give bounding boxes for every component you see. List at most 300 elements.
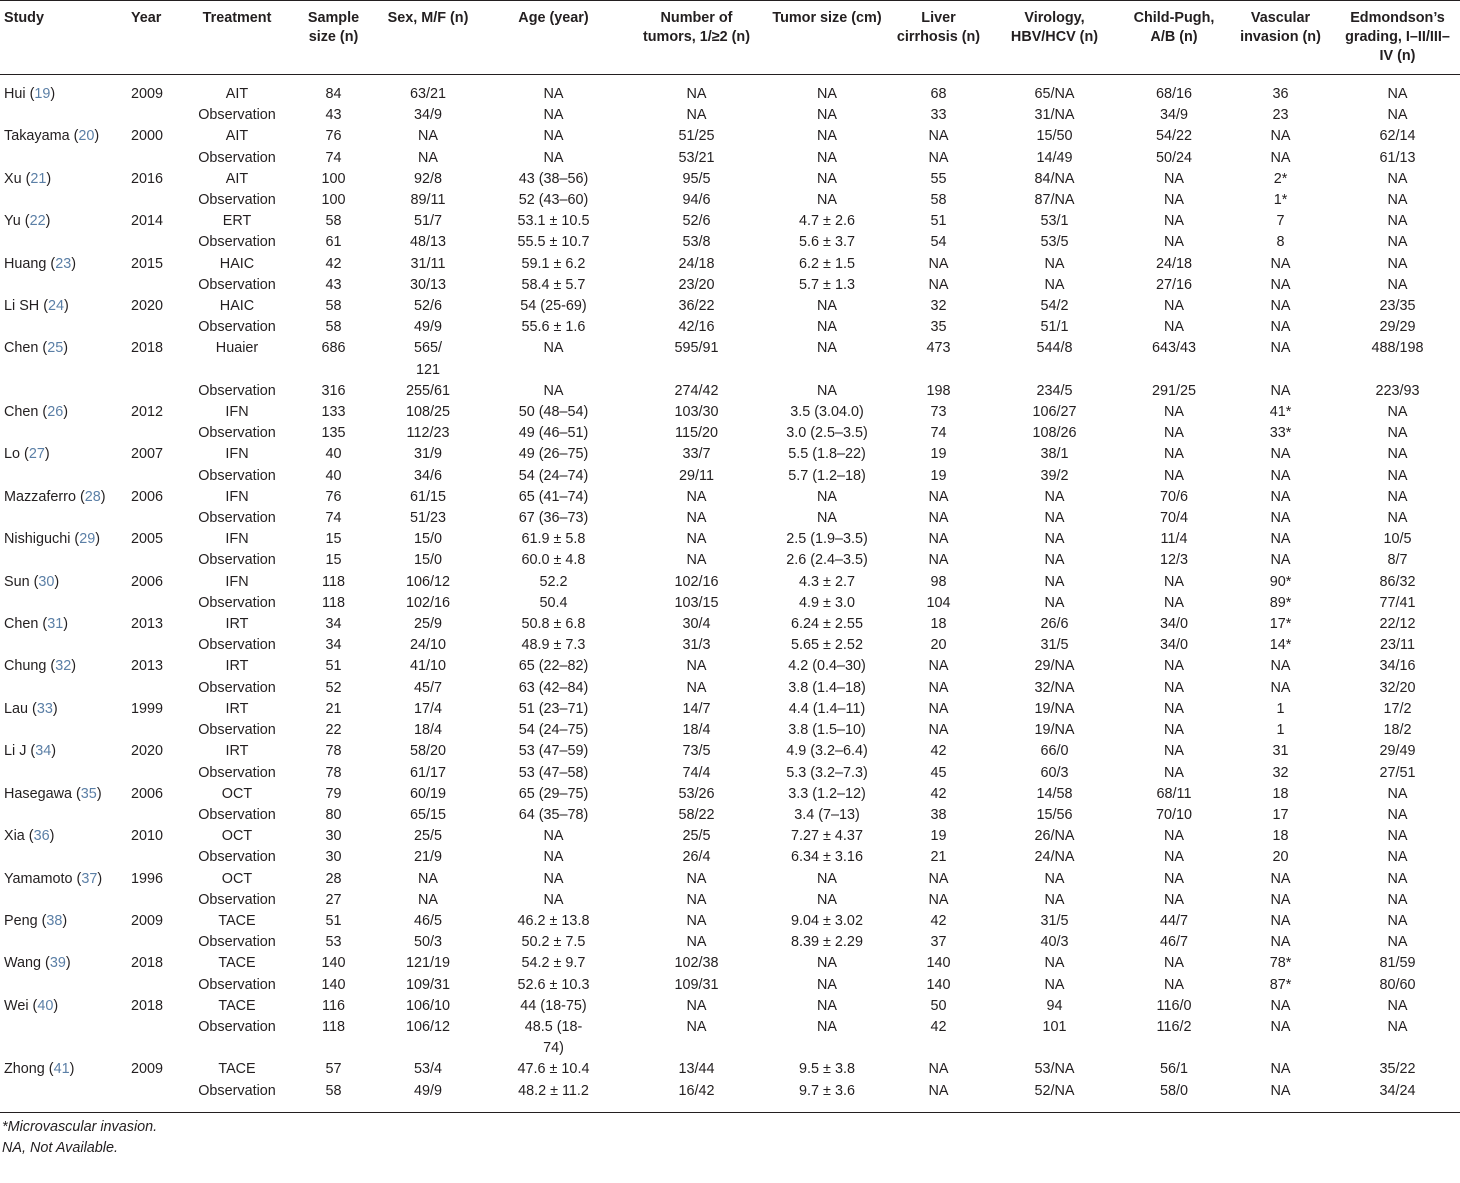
year-cell [127,593,185,614]
liver-cirrhosis-cell: NA [928,679,949,696]
age-cell: 54 (24–74) [518,467,589,484]
sample-size-cell: 43 [325,107,342,124]
year-cell: 1996 [131,870,164,887]
number-of-tumors-cell: 18/4 [682,722,711,739]
header-child-pugh: Child-Pugh, A/B (n) [1122,1,1226,75]
header-number-of-tumors: Number of tumors, 1/≥2 (n) [629,1,764,75]
virology-cell: 54/2 [1040,298,1069,315]
edmondson-grading-cell: NA [1387,1018,1408,1035]
study-name-cell: Mazzaferro (28) [4,488,106,505]
vascular-invasion-cell: 17* [1269,616,1292,633]
number-of-tumors-cell: 115/20 [675,425,718,442]
number-of-tumors-cell: 36/22 [678,298,715,315]
child-pugh-cell: NA [1164,234,1184,251]
table-row [0,953,1460,974]
virology-cell: 53/1 [1040,213,1069,230]
vascular-invasion-cell: NA [1270,276,1291,293]
child-pugh-cell: 34/0 [1159,637,1188,654]
sample-size-cell: 84 [325,86,342,102]
edmondson-grading-cell: NA [1387,488,1408,505]
virology-cell: 87/NA [1034,192,1075,209]
study-name-cell-empty [0,423,127,444]
liver-cirrhosis-cell: NA [928,1061,949,1078]
child-pugh-cell: NA [1164,594,1184,611]
age-cell: NA [543,828,564,845]
edmondson-grading-cell: NA [1387,806,1408,823]
vascular-invasion-cell: 17 [1272,806,1289,823]
vascular-invasion-cell: 41* [1269,404,1292,421]
liver-cirrhosis-cell: NA [928,700,949,717]
edmondson-grading-cell: 61/13 [1379,149,1416,166]
liver-cirrhosis-cell: NA [928,128,949,145]
table-body [0,75,1460,1113]
edmondson-grading-cell: 10/5 [1383,531,1412,548]
edmondson-grading-cell: NA [1387,192,1408,209]
header-study: Study [0,1,127,75]
age-cell: 49 (26–75) [518,446,589,463]
age-cell: NA [543,891,564,908]
virology-cell: 24/NA [1034,849,1075,866]
treatment-cell: Observation [198,425,276,442]
number-of-tumors-cell: 16/42 [678,1082,715,1099]
sample-size-cell: 28 [325,870,342,887]
sex-cell: 41/10 [409,658,446,675]
tumor-size-cell: NA [817,86,837,102]
virology-cell: NA [1044,510,1065,527]
study-name-cell: Hasegawa (35) [4,785,102,802]
treatment-cell: Observation [198,149,276,166]
tumor-size-cell: NA [817,891,837,908]
sample-size-cell: 79 [325,785,342,802]
edmondson-grading-cell: 17/2 [1383,700,1412,717]
number-of-tumors-cell: 274/42 [674,382,719,399]
sex-cell: 61/15 [409,488,446,505]
tumor-size-cell: NA [817,149,837,166]
virology-cell: 19/NA [1034,700,1075,717]
vascular-invasion-cell: 14* [1269,637,1292,654]
vascular-invasion-cell: 20 [1272,849,1289,866]
number-of-tumors-cell: 102/38 [674,955,719,972]
study-name-cell-empty [0,466,127,487]
virology-cell: 14/49 [1036,149,1073,166]
table-row [0,444,1460,465]
liver-cirrhosis-cell: 20 [930,637,947,654]
liver-cirrhosis-cell: 21 [930,849,947,866]
child-pugh-cell: 68/16 [1155,86,1192,102]
number-of-tumors-cell: 51/25 [678,128,715,145]
sex-cell: 48/13 [409,234,446,251]
sample-size-cell: 118 [322,573,345,590]
sex-cell: 51/23 [409,510,446,527]
treatment-cell: OCT [221,828,253,845]
tumor-size-cell: NA [817,128,837,145]
year-cell: 2009 [131,1061,164,1078]
footnote-na: NA, Not Available. [2,1139,118,1156]
table-row [0,784,1460,805]
reference-number: 34 [35,743,52,760]
tumor-size-cell: 3.0 (2.5–3.5) [786,425,868,442]
year-cell: 2010 [131,828,164,845]
study-name-cell: Lau (33) [4,700,58,717]
vascular-invasion-cell: 1 [1276,700,1285,717]
edmondson-grading-cell: 8/7 [1387,552,1408,569]
child-pugh-cell: NA [1164,828,1184,845]
tumor-size-cell: 3.8 (1.4–18) [788,679,866,696]
number-of-tumors-cell: 14/7 [682,700,711,717]
sex-cell: 108/25 [405,404,450,421]
study-name: Hui [4,86,26,102]
age-cell: 52 (43–60) [518,192,589,209]
child-pugh-cell: 58/0 [1159,1082,1188,1099]
tumor-size-cell: NA [817,1018,837,1035]
number-of-tumors-cell: NA [686,870,707,887]
year-cell [127,890,185,911]
number-of-tumors-cell: 103/15 [674,594,719,611]
child-pugh-cell: 68/11 [1156,785,1192,802]
sex-cell: 61/17 [409,764,446,781]
reference-number: 30 [38,573,55,590]
virology-cell: 39/2 [1040,467,1069,484]
table-row [0,169,1460,190]
tumor-size-cell: NA [817,192,837,209]
edmondson-grading-cell: 23/35 [1379,298,1416,315]
number-of-tumors-cell: NA [686,891,707,908]
study-name: Sun [4,573,30,590]
tumor-size-cell: NA [817,997,837,1014]
study-name-cell: Takayama (20) [4,128,100,145]
reference-number: 39 [49,955,66,972]
child-pugh-cell: 46/7 [1159,934,1188,951]
number-of-tumors-cell: 13/44 [678,1061,715,1078]
child-pugh-cell: 54/22 [1155,128,1192,145]
treatment-cell: IFN [225,404,249,421]
liver-cirrhosis-cell: 35 [930,319,947,336]
vascular-invasion-cell: NA [1270,658,1291,675]
edmondson-grading-cell: NA [1387,276,1408,293]
edmondson-grading-cell: NA [1387,510,1408,527]
liver-cirrhosis-cell: 38 [930,806,947,823]
virology-cell: 29/NA [1034,658,1075,675]
year-cell: 2005 [131,531,164,548]
sample-size-cell: 100 [321,170,346,187]
number-of-tumors-cell: NA [686,510,707,527]
vascular-invasion-cell: NA [1270,319,1291,336]
age-cell: NA [543,870,564,887]
table-row [0,487,1460,508]
sample-size-cell: 34 [325,637,342,654]
age-cell: NA [543,849,564,866]
year-cell [127,190,185,211]
study-name: Chen [4,404,39,421]
edmondson-grading-cell: NA [1387,404,1408,421]
study-name-cell-empty [0,975,127,996]
sex-cell: 34/6 [413,467,442,484]
liver-cirrhosis-cell: 45 [930,764,947,781]
age-cell: 51 (23–71) [518,700,589,717]
virology-cell: 40/3 [1040,934,1069,951]
sex-cell: 30/13 [409,276,446,293]
treatment-cell: Observation [198,891,276,908]
sex-cell: 31/11 [410,255,446,272]
child-pugh-cell: NA [1164,213,1184,230]
table-row [0,911,1460,932]
study-name: Zhong [4,1061,45,1078]
year-cell: 2013 [131,616,164,633]
tumor-size-cell: 4.4 (1.4–11) [788,700,866,717]
reference-number: 27 [28,446,45,463]
child-pugh-cell: NA [1164,743,1184,760]
study-name-cell-empty [0,1017,127,1059]
child-pugh-cell: 56/1 [1159,1061,1188,1078]
vascular-invasion-cell: 89* [1269,594,1292,611]
child-pugh-cell: 70/4 [1159,510,1188,527]
child-pugh-cell: NA [1164,658,1184,675]
vascular-invasion-cell: NA [1270,255,1291,272]
study-name: Lo [4,446,21,463]
study-name-cell-empty [0,275,127,296]
liver-cirrhosis-cell: NA [928,870,949,887]
year-cell: 1999 [131,700,164,717]
study-name-cell: Peng (38) [4,912,68,929]
number-of-tumors-cell: 52/6 [682,213,711,230]
sample-size-cell: 116 [322,997,345,1014]
liver-cirrhosis-cell: NA [928,149,949,166]
virology-cell: NA [1044,870,1065,887]
tumor-size-cell: 6.24 ± 2.55 [791,616,863,633]
virology-cell: NA [1044,573,1065,590]
year-cell: 2018 [131,340,164,357]
virology-cell: 31/5 [1040,912,1069,929]
liver-cirrhosis-cell: 51 [930,213,947,230]
header-tumor-size: Tumor size (cm) [764,1,890,75]
edmondson-grading-cell: 22/12 [1379,616,1416,633]
table-row [0,699,1460,720]
treatment-cell: TACE [218,1061,256,1078]
edmondson-grading-cell: NA [1387,467,1408,484]
number-of-tumors-cell: NA [686,552,707,569]
table-row [0,381,1460,402]
reference-number: 33 [36,700,53,717]
age-cell: 61.9 ± 5.8 [521,531,586,548]
treatment-cell: Observation [198,467,276,484]
edmondson-grading-cell: 80/60 [1379,976,1416,993]
sex-cell: 24/10 [409,637,446,654]
age-cell: NA [543,86,564,102]
study-name-cell: Wang (39) [4,955,71,972]
edmondson-grading-cell: 488/198 [1371,340,1424,357]
child-pugh-cell: NA [1164,404,1184,421]
virology-cell: NA [1044,276,1065,293]
treatment-cell: Observation [198,192,276,209]
reference-number: 29 [79,531,96,548]
study-name: Nishiguchi [4,531,71,548]
vascular-invasion-cell: 18 [1272,828,1289,845]
study-name-cell-empty [0,805,127,826]
treatment-cell: IRT [225,700,249,717]
table-row [0,254,1460,275]
child-pugh-cell: NA [1164,467,1184,484]
age-cell: 60.0 ± 4.8 [521,552,586,569]
liver-cirrhosis-cell: 19 [930,467,947,484]
tumor-size-cell: 2.6 (2.4–3.5) [786,552,868,569]
edmondson-grading-cell: 81/59 [1379,955,1416,972]
tumor-size-cell: 6.2 ± 1.5 [799,255,855,272]
tumor-size-cell: 8.39 ± 2.29 [791,934,863,951]
virology-cell: 51/1 [1040,319,1069,336]
virology-cell: 53/NA [1034,1061,1075,1078]
edmondson-grading-cell: NA [1387,170,1408,187]
edmondson-grading-cell: NA [1387,234,1408,251]
study-name-cell-empty [0,932,127,953]
age-cell: 59.1 ± 6.2 [521,255,586,272]
sex-cell: 52/6 [413,298,442,315]
treatment-cell: Observation [198,552,276,569]
table-row [0,211,1460,232]
sample-size-cell: 40 [325,467,342,484]
child-pugh-cell: 44/7 [1159,912,1188,929]
year-cell [127,1017,185,1059]
treatment-cell: IRT [225,743,249,760]
age-cell: 54 (25-69) [520,298,587,315]
sample-size-cell: 74 [325,510,342,527]
header-year: Year [127,1,185,75]
vascular-invasion-cell: NA [1270,552,1291,569]
year-cell [127,635,185,656]
sex-cell: 106/10 [405,997,450,1014]
liver-cirrhosis-cell: 58 [930,192,947,209]
reference-number: 40 [37,997,54,1014]
treatment-cell: Observation [198,382,276,399]
edmondson-grading-cell: 27/51 [1379,764,1416,781]
study-name-cell: Chen (31) [4,616,69,633]
year-cell [127,232,185,253]
reference-number: 26 [47,404,64,421]
age-cell: NA [543,107,564,124]
number-of-tumors-cell: 53/8 [682,234,711,251]
study-name-cell: Xu (21) [4,170,52,187]
study-name: Mazzaferro [4,488,76,505]
number-of-tumors-cell: NA [686,86,707,102]
child-pugh-cell: 116/0 [1156,997,1192,1014]
study-name: Li J [4,743,27,760]
table-row [0,932,1460,953]
sample-size-cell: 34 [325,616,342,633]
header-edmondson-grading: Edmondson’s grading, I–II/III–IV (n) [1335,1,1460,75]
age-cell: 55.6 ± 1.6 [521,319,586,336]
virology-cell: NA [1044,955,1065,972]
sex-cell: 25/5 [413,828,442,845]
table-row [0,847,1460,868]
study-name-cell: Yamamoto (37) [4,870,103,887]
sex-cell: 255/61 [405,382,450,399]
number-of-tumors-cell: 94/6 [682,192,711,209]
virology-cell: 31/5 [1040,637,1069,654]
year-cell [127,508,185,529]
age-cell: 67 (36–73) [518,510,589,527]
number-of-tumors-cell: NA [686,934,707,951]
edmondson-grading-cell: NA [1387,891,1408,908]
virology-cell: 101 [1042,1018,1067,1035]
sample-size-cell: 30 [325,828,342,845]
study-name: Takayama [4,128,70,145]
treatment-cell: IFN [225,573,249,590]
liver-cirrhosis-cell: 140 [926,955,951,972]
year-cell [127,932,185,953]
age-cell: 50.8 ± 6.8 [521,616,586,633]
sample-size-cell: 15 [325,552,342,569]
treatment-cell: Observation [198,1018,276,1035]
table-row [0,975,1460,996]
number-of-tumors-cell: 26/4 [682,849,711,866]
edmondson-grading-cell: NA [1387,934,1408,951]
tumor-size-cell: 9.04 ± 3.02 [791,912,863,929]
virology-cell: NA [1044,531,1065,548]
tumor-size-cell: NA [817,319,837,336]
sex-cell: 51/7 [413,213,442,230]
table-row [0,869,1460,890]
child-pugh-cell: NA [1164,192,1184,209]
number-of-tumors-cell: 595/91 [674,340,719,357]
number-of-tumors-cell: 103/30 [674,404,719,421]
table-row [0,466,1460,487]
age-cell: 48.5 (18- 74) [524,1018,583,1057]
number-of-tumors-cell: NA [686,107,707,124]
age-cell: 53.1 ± 10.5 [517,213,590,230]
tumor-size-cell: 3.4 (7–13) [794,806,860,823]
tumor-size-cell: 5.7 ± 1.3 [799,276,855,293]
age-cell: 63 (42–84) [518,679,589,696]
treatment-cell: ERT [222,213,252,230]
edmondson-grading-cell: 32/20 [1379,679,1416,696]
edmondson-grading-cell: NA [1387,425,1408,442]
number-of-tumors-cell: 74/4 [682,764,711,781]
year-cell [127,975,185,996]
tumor-size-cell: 4.3 ± 2.7 [799,573,855,590]
sex-cell: 60/19 [409,785,446,802]
treatment-cell: Observation [198,637,276,654]
study-name: Chen [4,616,39,633]
child-pugh-cell: 643/43 [1151,340,1196,357]
study-name-cell-empty [0,232,127,253]
edmondson-grading-cell: NA [1387,107,1408,124]
virology-cell: 234/5 [1036,382,1073,399]
sample-size-cell: 53 [325,934,342,951]
table-row [0,317,1460,338]
age-cell: 58.4 ± 5.7 [521,276,586,293]
reference-number: 25 [47,340,64,357]
age-cell: 43 (38–56) [518,170,589,187]
tumor-size-cell: NA [817,488,837,505]
treatment-cell: IRT [225,616,249,633]
vascular-invasion-cell: 2* [1273,170,1288,187]
year-cell: 2020 [131,743,164,760]
child-pugh-cell: NA [1164,870,1184,887]
age-cell: 54 (24–75) [518,722,589,739]
table-row [0,296,1460,317]
table-row [0,826,1460,847]
year-cell: 2009 [131,912,164,929]
sex-cell: NA [418,149,438,166]
sex-cell: 106/12 [405,1018,450,1035]
age-cell: NA [543,149,564,166]
reference-number: 24 [48,298,65,315]
study-name-cell: Hui (19) [4,86,56,102]
sample-size-cell: 30 [325,849,342,866]
edmondson-grading-cell: 34/16 [1379,658,1416,675]
vascular-invasion-cell: 23 [1272,107,1289,124]
sex-cell: NA [418,891,438,908]
sample-size-cell: 40 [325,446,342,463]
